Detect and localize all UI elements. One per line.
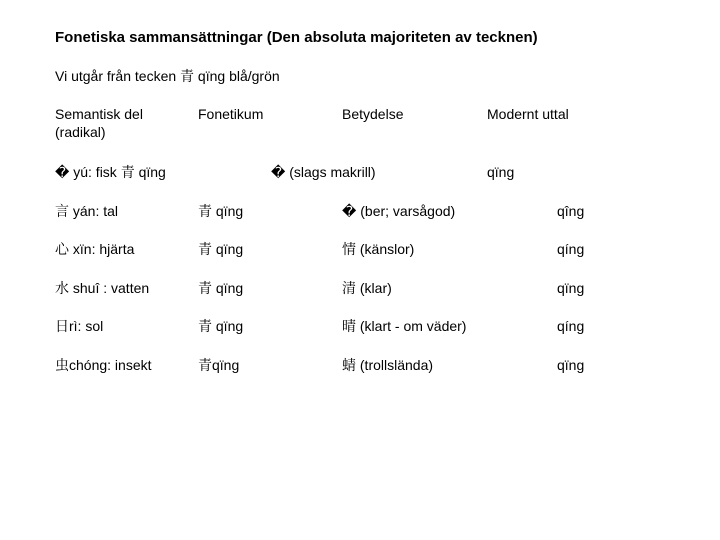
header-modern: Modernt uttal [487, 106, 569, 122]
row-modern: qîng [557, 203, 585, 219]
row-meaning: 情 (känslor) [342, 241, 415, 257]
row-meaning: � (ber; varsågod) [342, 203, 456, 219]
page-title: Fonetiska sammansättningar (Den absoluta majoriteten av tecknen) [55, 29, 538, 46]
example-radical: � yú: fisk 青 qïng [55, 164, 166, 180]
example-modern: qïng [487, 164, 515, 180]
header-phonetic: Fonetikum [198, 106, 264, 122]
row-radical: 虫chóng: insekt [55, 357, 152, 373]
row-radical: 言 yán: tal [55, 203, 119, 219]
row-phonetic: 青qïng [198, 357, 240, 373]
row-modern: qíng [557, 241, 585, 257]
header-meaning: Betydelse [342, 106, 404, 122]
intro-text: Vi utgår från tecken 青 qïng blå/grön [55, 68, 280, 84]
row-phonetic: 青 qïng [198, 241, 244, 257]
row-modern: qïng [557, 280, 585, 296]
row-radical: 水 shuî : vatten [55, 280, 150, 296]
row-phonetic: 青 qïng [198, 280, 244, 296]
row-modern: qïng [557, 357, 585, 373]
row-radical: 心 xïn: hjärta [55, 241, 135, 257]
example-meaning: � (slags makrill) [271, 164, 376, 180]
row-radical: 日rì: sol [55, 318, 104, 334]
row-modern: qíng [557, 318, 585, 334]
row-meaning: 晴 (klart - om väder) [342, 318, 467, 334]
header-radical: Semantisk del (radikal) [55, 106, 143, 140]
row-meaning: 清 (klar) [342, 280, 392, 296]
row-meaning: 蜻 (trollslända) [342, 357, 434, 373]
row-phonetic: 青 qïng [198, 203, 244, 219]
row-phonetic: 青 qïng [198, 318, 244, 334]
